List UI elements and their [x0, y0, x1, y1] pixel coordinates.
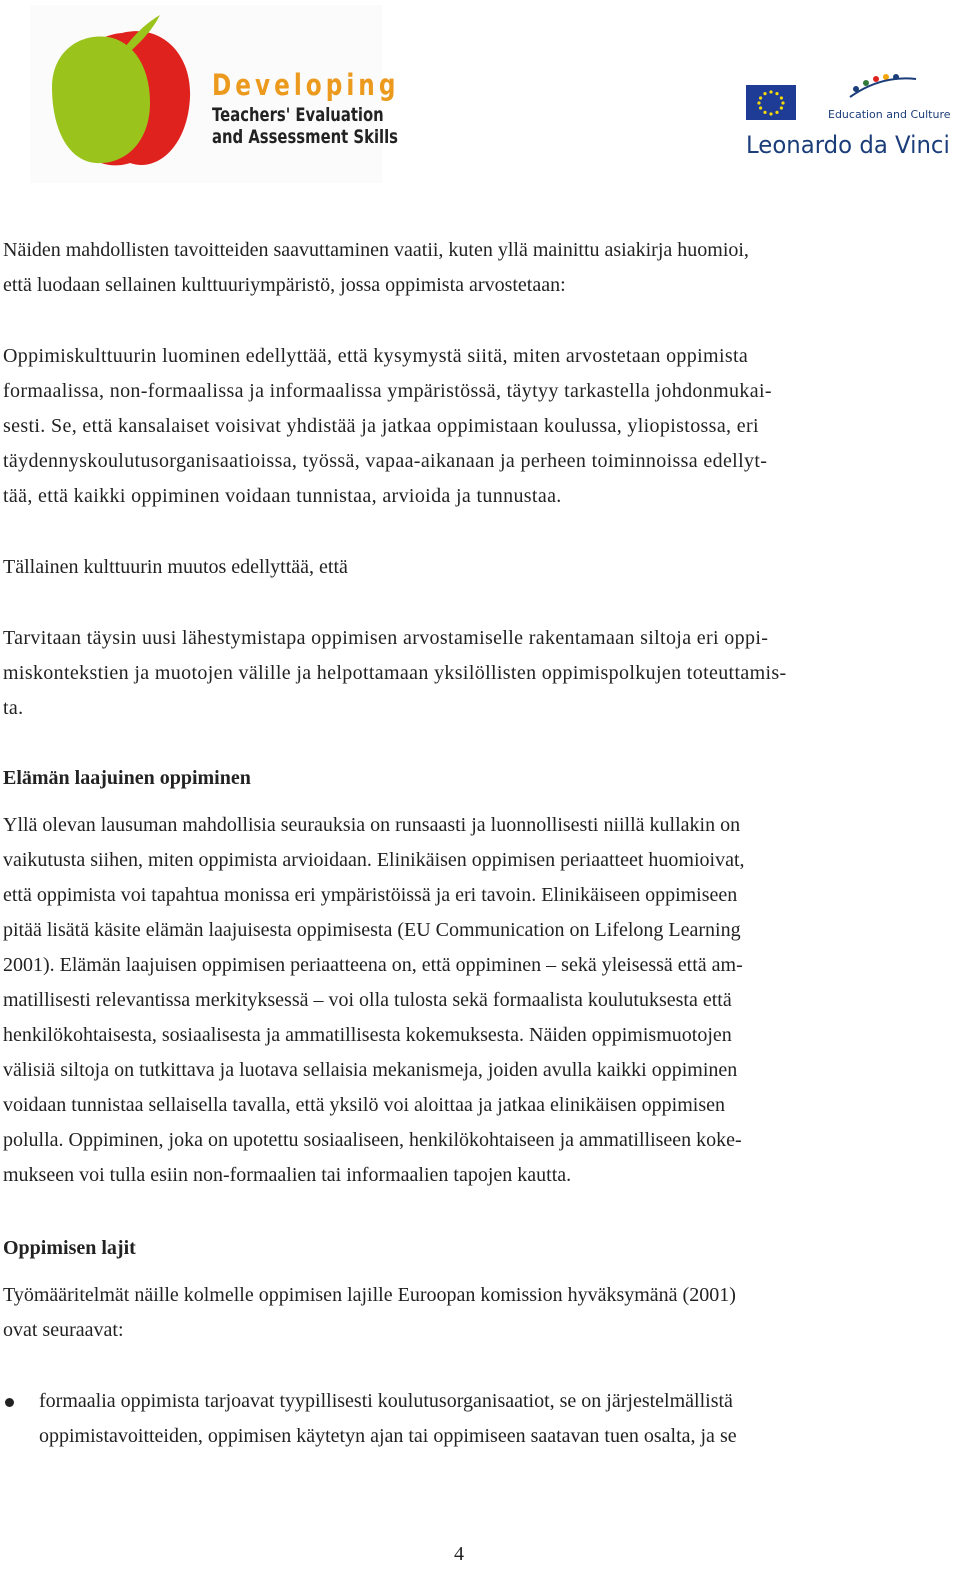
text-line: miskontekstien ja muotojen välille ja helpottamaan yksilöllisten oppimispolkujen toteuttamis-	[3, 662, 787, 684]
text-line: täydennyskoulutusorganisaatioissa, työssä, vapaa-aikanaan ja perheen toiminnoissa edellyt-	[3, 450, 768, 472]
paragraph-change-intro	[3, 550, 953, 585]
leonardo-name: Leonardo da Vinci	[746, 131, 950, 159]
text-line: oppimistavoitteiden, oppimisen käytetyn ajan tai oppimiseen saatavan tuen osalta, ja se	[39, 1425, 737, 1447]
text-line: Yllä olevan lausuman mahdollisia seurauksia on runsaasti ja luonnollisesti niillä kullakin on	[3, 814, 741, 836]
text-line: henkilökohtaisesta, sosiaalisesta ja ammatillisesta kokemuksesta. Näiden oppimismuotojen	[3, 1024, 732, 1046]
education-culture-emblem-icon	[836, 67, 926, 107]
program-name: Education and Culture	[828, 108, 951, 121]
leonardo-logo	[740, 65, 955, 165]
text-line: mukseen voi tulla esiin non-formaalien tai informaalien tapojen kautta.	[3, 1164, 572, 1186]
eu-flag-icon	[746, 85, 796, 120]
heading-lifewide: Elämän laajuinen oppiminen	[3, 767, 251, 789]
text-line: polulla. Oppiminen, joka on upotettu sosiaaliseen, henkilökohtaiseen ja ammatilliseen koke-	[3, 1129, 742, 1151]
text-line: matillisesti relevantissa merkityksessä – voi olla tulosta sekä formaalista koulutuksesta että	[3, 989, 732, 1011]
text-line: Oppimiskulttuurin luominen edellyttää, että kysymystä siitä, miten arvostetaan oppimista	[3, 345, 749, 367]
page-number: 4	[454, 1543, 464, 1565]
bullet-icon	[5, 1398, 14, 1407]
list-item-text	[39, 1384, 737, 1454]
text-line: formaalissa, non-formaalissa ja informaalissa ympäristössä, täytyy tarkastella johdonmukai-	[3, 380, 772, 402]
logo-subtitle-2: and Assessment Skills	[212, 126, 399, 148]
text-line: Näiden mahdollisten tavoitteiden saavuttaminen vaatii, kuten yllä mainittu asiakirja huomioi,	[3, 239, 749, 261]
text-line: sesti. Se, että kansalaiset voisivat yhdistää ja jatkaa oppimistaan koulussa, yliopistossa, eri	[3, 415, 759, 437]
text-line: Työmääritelmät näille kolmelle oppimisen lajille Euroopan komission hyväksymänä (2001)	[3, 1284, 736, 1306]
logo-subtitle-1: Teachers' Evaluation	[212, 104, 384, 126]
text-line: vaikutusta siihen, miten oppimista arvioidaan. Elinikäisen oppimisen periaatteet huomioivat,	[3, 849, 745, 871]
text-line: välisiä siltoja on tutkittava ja luotava sellaisia mekanismeja, joiden avulla kaikki oppiminen	[3, 1059, 738, 1081]
text-line: että oppimista voi tapahtua monissa eri ympäristöissä ja eri tavoin. Elinikäiseen oppimiseen	[3, 884, 738, 906]
text-line: ovat seuraavat:	[3, 1319, 124, 1341]
text-line: voidaan tunnistaa sellaisella tavalla, että yksilö voi aloittaa ja jatkaa elinikäisen oppimisen	[3, 1094, 726, 1116]
paragraph-change	[3, 621, 953, 726]
text-line: tää, että kaikki oppiminen voidaan tunnistaa, arvioida ja tunnustaa.	[3, 485, 562, 507]
text-line: Tarvitaan täysin uusi lähestymistapa oppimisen arvostamiselle rakentamaan siltoja eri oppi-	[3, 627, 769, 649]
text-line: formaalia oppimista tarjoavat tyypillisesti koulutusorganisaatiot, se on järjestelmällistä	[39, 1390, 733, 1412]
heading-types: Oppimisen lajit	[3, 1237, 136, 1259]
text-line: Tällainen kulttuurin muutos edellyttää, että	[3, 556, 348, 578]
paragraph-culture	[3, 339, 953, 514]
project-logo	[30, 5, 400, 183]
text-line: pitää lisätä käsite elämän laajuisesta oppimisesta (EU Communication on Lifelong Learning	[3, 919, 741, 941]
project-logo-text	[212, 68, 450, 148]
paragraph-types	[3, 1278, 953, 1348]
text-line: että luodaan sellainen kulttuuriympäristö, jossa oppimista arvostetaan:	[3, 274, 566, 296]
text-line: ta.	[3, 697, 24, 719]
text-line: 2001). Elämän laajuisen oppimisen periaatteena on, että oppiminen – sekä yleisessä että am-	[3, 954, 743, 976]
logo-title: Developing	[212, 68, 400, 102]
paragraph-intro	[3, 233, 953, 303]
paragraph-lifewide	[3, 808, 953, 1193]
